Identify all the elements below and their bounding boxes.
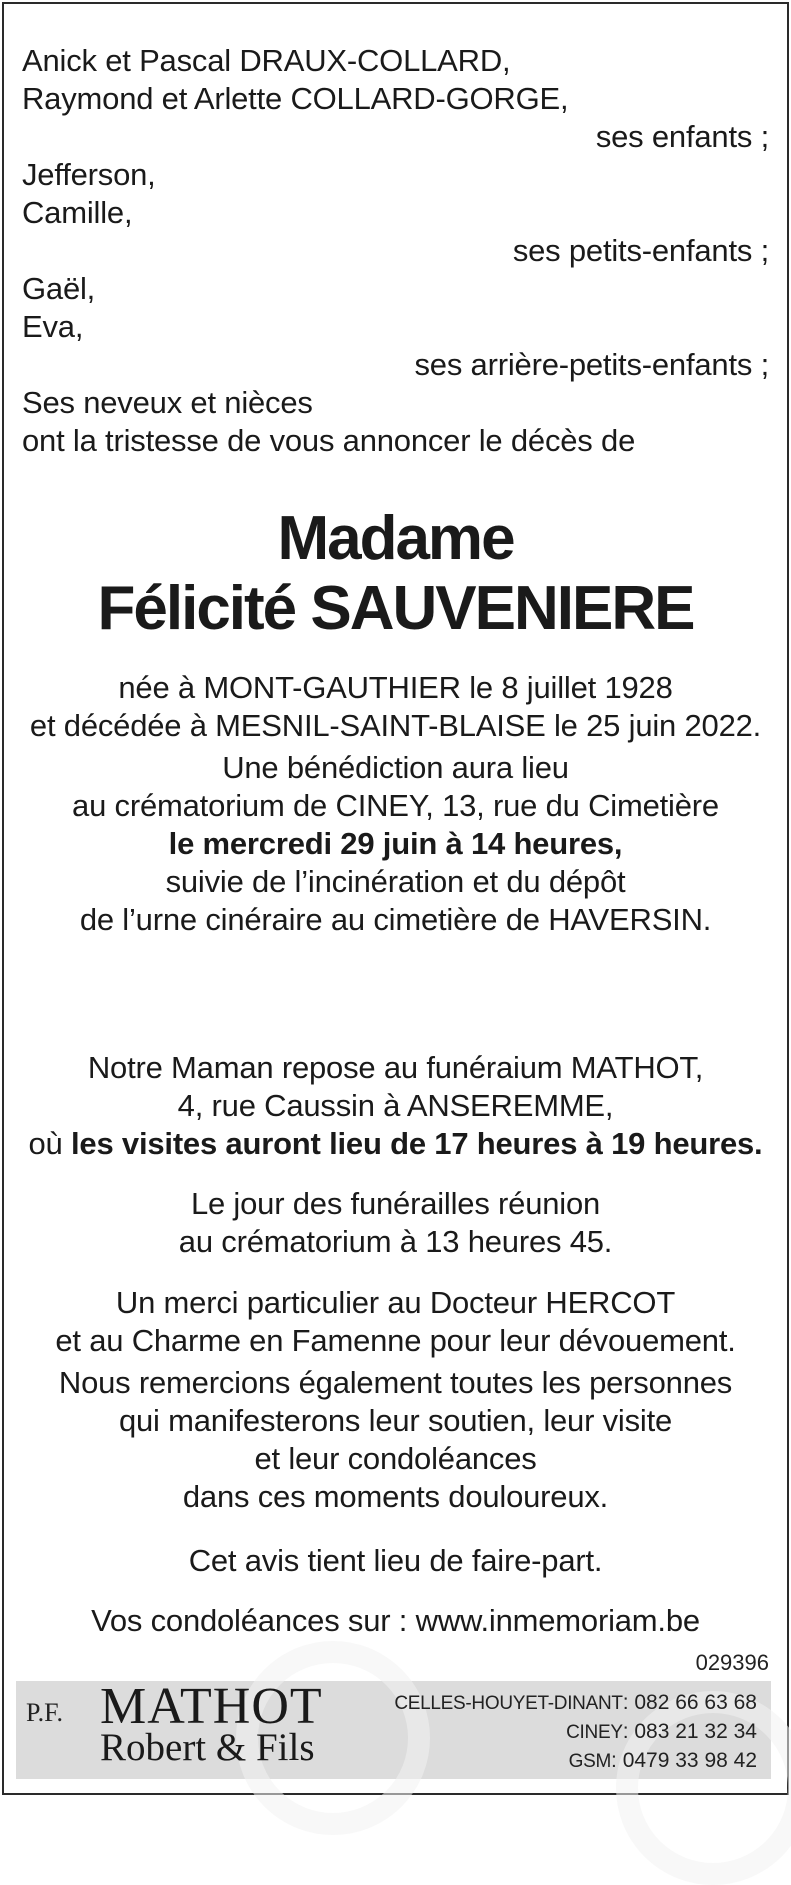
announce-line: ont la tristesse de vous annoncer le décès de [22, 423, 636, 458]
funeral-home-banner [16, 1678, 771, 1779]
notice-line: Cet avis tient lieu de faire-part. [188, 1543, 603, 1578]
contact-list [394, 1689, 757, 1776]
thanks-line-6: dans ces moments douloureux. [182, 1479, 609, 1514]
thanks-line-1: Un merci particulier au Docteur HERCOT [115, 1285, 676, 1320]
blessing-line-4: suivie de l’incinération et du dépôt [165, 864, 626, 899]
reference-number: 029396 [695, 1650, 769, 1675]
thanks-line-2: et au Charme en Famenne pour leur dévouement. [55, 1323, 736, 1358]
greatgrandchild-2: Eva, [22, 309, 84, 344]
meeting-line-2: au crématorium à 13 heures 45. [178, 1224, 613, 1259]
blessing-line-5: de l’urne cinéraire au cimetière de HAVERSIN. [79, 902, 712, 937]
blessing-line-1: Une bénédiction aura lieu [222, 750, 569, 785]
visits-line [22, 1125, 769, 1163]
greatgrandchildren-label: ses arrière-petits-enfants ; [414, 347, 769, 382]
thanks-line-4: qui manifesterons leur soutien, leur visite [118, 1403, 673, 1438]
company-name: MATHOT [100, 1678, 323, 1735]
thanks-line-3: Nous remercions également toutes les personnes [58, 1365, 733, 1400]
contact-row [394, 1689, 757, 1718]
deceased-title: Madame [277, 504, 514, 573]
visits-prefix: où [28, 1126, 71, 1161]
family-line-2: Raymond et Arlette COLLARD-GORGE, [22, 81, 569, 116]
visits-hours: les visites auront lieu de 17 heures à 19 heures. [71, 1126, 763, 1161]
grandchild-2: Camille, [22, 195, 133, 230]
company-subtitle: Robert & Fils [100, 1726, 315, 1769]
grandchildren-label: ses petits-enfants ; [512, 233, 769, 268]
rest-line-2: 4, rue Caussin à ANSEREMME, [177, 1088, 614, 1123]
obituary-notice [2, 2, 789, 1795]
children-label: ses enfants ; [595, 119, 769, 154]
death-line: et décédée à MESNIL-SAINT-BLAISE le 25 juin 2022. [29, 708, 762, 743]
contact-phone: : 082 66 63 68 [622, 1691, 757, 1714]
contact-row [394, 1718, 757, 1747]
contact-label: GSM [568, 1751, 612, 1772]
pf-label: P.F. [26, 1698, 63, 1727]
grandchild-1: Jefferson, [22, 157, 156, 192]
contact-label: CINEY [566, 1722, 623, 1743]
rest-line-1: Notre Maman repose au funéraium MATHOT, [87, 1050, 704, 1085]
meeting-line-1: Le jour des funérailles réunion [190, 1186, 601, 1221]
greatgrandchild-1: Gaël, [22, 271, 96, 306]
nephews-line: Ses neveux et nièces [22, 385, 313, 420]
condolences-line: Vos condoléances sur : www.inmemoriam.be [91, 1603, 700, 1638]
thanks-line-5: et leur condoléances [254, 1441, 537, 1476]
blessing-line-2: au crématorium de CINEY, 13, rue du Cimetière [72, 788, 719, 823]
contact-label: CELLES-HOUYET-DINANT [394, 1693, 623, 1714]
contact-phone: : 0479 33 98 42 [611, 1749, 757, 1772]
contact-row [394, 1747, 757, 1776]
birth-line: née à MONT-GAUTHIER le 8 juillet 1928 [118, 670, 673, 705]
contact-phone: : 083 21 32 34 [622, 1720, 757, 1743]
deceased-name: Félicité SAUVENIERE [97, 574, 694, 643]
blessing-date: le mercredi 29 juin à 14 heures, [168, 826, 623, 861]
family-line-1: Anick et Pascal DRAUX-COLLARD, [22, 43, 511, 78]
